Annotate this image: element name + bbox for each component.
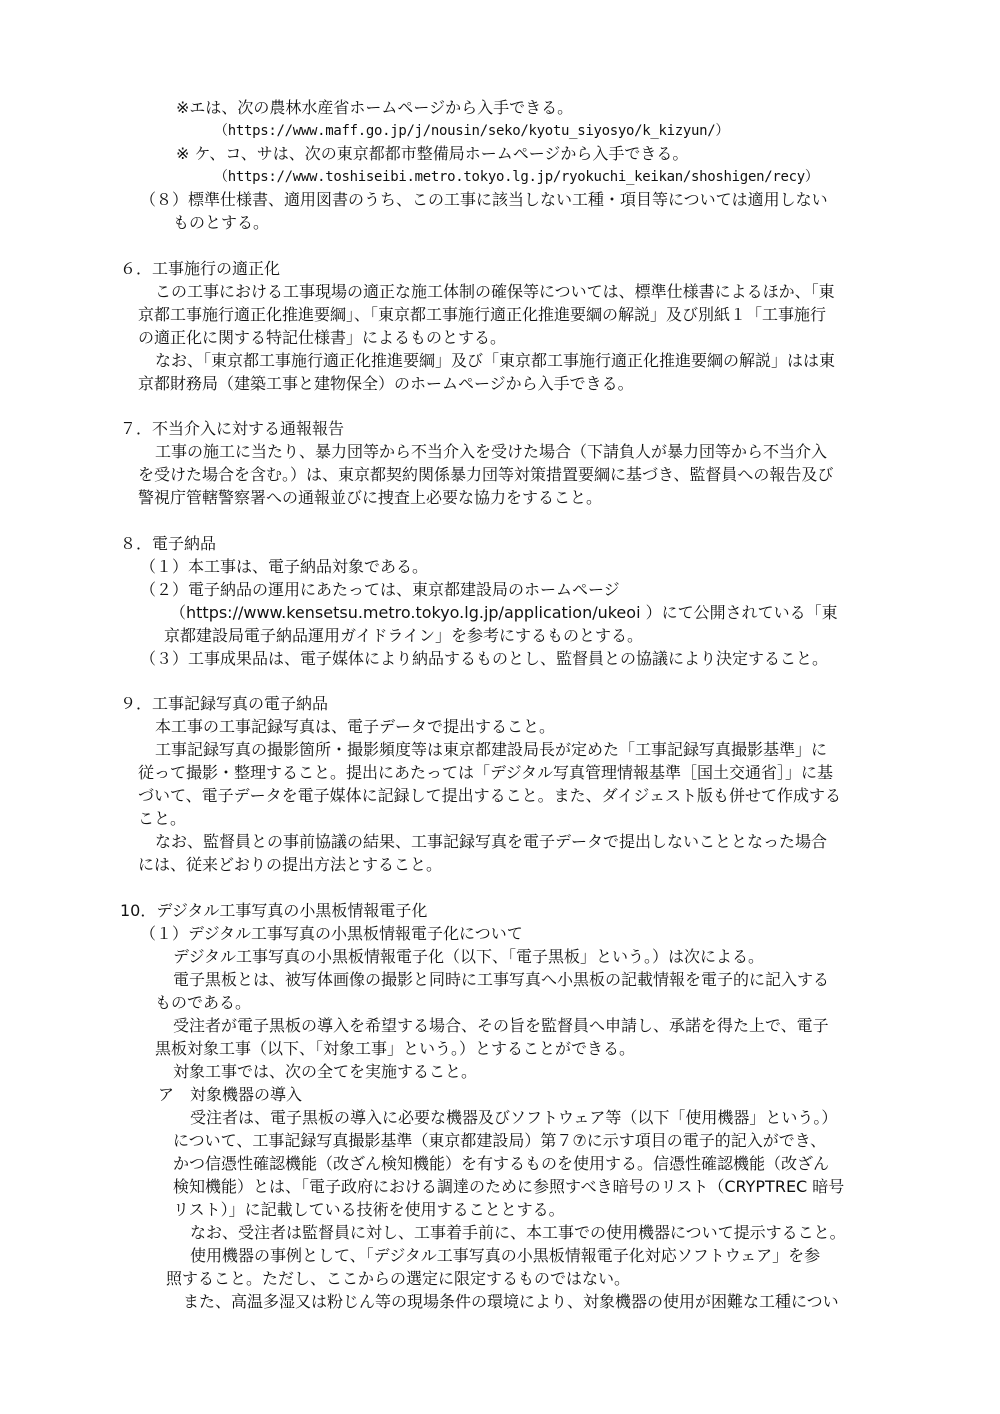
body-line: リスト）」に記載している技術を使用することとする。: [173, 1200, 565, 1219]
section-heading: ６．工事施行の適正化: [120, 259, 281, 278]
url-line: （https://www.maff.go.jp/j/nousin/seko/kyotu_siyosyo/k_kizyun/）: [214, 123, 730, 139]
body-line: かつ信憑性確認機能（改ざん検知機能）を有するものを使用する。信憑性確認機能（改ざん: [173, 1154, 830, 1173]
item-line: （８）標準仕様書、適用図書のうち、この工事に該当しない工種・項目等については適用しない: [140, 190, 828, 209]
item-line: （２）電子納品の運用にあたっては、東京都建設局のホームページ: [140, 580, 620, 599]
body-line: づいて、電子データを電子媒体に記録して提出すること。また、ダイジェスト版も併せて作成する: [138, 786, 842, 805]
body-line: 対象工事では、次の全てを実施すること。: [173, 1062, 478, 1081]
body-line: この工事における工事現場の適正な施工体制の確保等については、標準仕様書によるほか、「東: [155, 282, 835, 301]
body-line: 受注者が電子黒板の導入を希望する場合、その旨を監督員へ申請し、承諾を得た上で、電子: [173, 1016, 829, 1035]
body-line: デジタル工事写真の小黒板情報電子化（以下、「電子黒板」という。）は次による。: [173, 947, 765, 966]
section-heading: ８．電子納品: [120, 534, 217, 553]
body-line: の適正化に関する特記仕様書」によるものとする。: [138, 328, 507, 347]
body-line: 京都工事施行適正化推進要綱」、「東京都工事施行適正化推進要綱の解説」及び別紙１「工事施行: [138, 305, 827, 324]
body-line: 本工事の工事記録写真は、電子データで提出すること。: [155, 717, 556, 736]
item-line: （３）工事成果品は、電子媒体により納品するものとし、監督員との協議により決定すること。: [140, 649, 829, 668]
item-line: （１）本工事は、電子納品対象である。: [140, 557, 429, 576]
item-line: （１）デジタル工事写真の小黒板情報電子化について: [140, 924, 523, 943]
body-line: なお、受注者は監督員に対し、工事着手前に、本工事での使用機器について提示すること。: [190, 1223, 846, 1242]
body-line: ものとする。: [173, 213, 270, 232]
body-line: について、工事記録写真撮影基準（東京都建設局）第７⑦に示す項目の電子的記入ができ、: [173, 1131, 827, 1150]
body-line: なお、「東京都工事施行適正化推進要綱」及び「東京都工事施行適正化推進要綱の解説」はは東: [155, 351, 836, 370]
body-line: 黒板対象工事（以下、「対象工事」という。）とすることができる。: [155, 1039, 636, 1058]
body-line: 工事の施工に当たり、暴力団等から不当介入を受けた場合（下請負人が暴力団等から不当介入: [155, 442, 828, 461]
body-line: また、高温多湿又は粉じん等の現場条件の環境により、対象機器の使用が困難な工種につい: [183, 1292, 839, 1311]
section-heading: ７．不当介入に対する通報報告: [120, 419, 345, 438]
body-line: を受けた場合を含む。）は、東京都契約関係暴力団等対策措置要綱に基づき、監督員への報告及び: [138, 465, 834, 484]
url-line: （https://www.toshiseibi.metro.tokyo.lg.jp/ryokuchi_keikan/shoshigen/recy）: [214, 169, 819, 185]
body-line: 電子黒板とは、被写体画像の撮影と同時に工事写真へ小黒板の記載情報を電子的に記入する: [173, 970, 830, 989]
body-line: こと。: [138, 809, 187, 828]
body-line: 使用機器の事例として、「デジタル工事写真の小黒板情報電子化対応ソフトウェア」を参: [190, 1246, 821, 1265]
body-line: 京都財務局（建築工事と建物保全）のホームページから入手できる。: [138, 374, 634, 393]
body-line: ものである。: [155, 993, 252, 1012]
section-heading: 10．デジタル工事写真の小黒板情報電子化: [120, 901, 428, 920]
body-line: 工事記録写真の撮影箇所・撮影頻度等は東京都建設局長が定めた「工事記録写真撮影基準」に: [155, 740, 828, 759]
body-line: 検知機能）とは、「電子政府における調達のために参照すべき暗号のリスト（CRYPTREC 暗号: [173, 1177, 845, 1196]
sub-item-heading: ア 対象機器の導入: [158, 1085, 303, 1104]
body-line: （https://www.kensetsu.metro.tokyo.lg.jp/application/ukeoi ）にて公開されている「東: [170, 603, 838, 622]
body-line: なお、監督員との事前協議の結果、工事記録写真を電子データで提出しないこととなった場合: [155, 832, 828, 851]
body-line: 従って撮影・整理すること。提出にあたっては「デジタル写真管理情報基準［国土交通省］」に基: [138, 763, 834, 782]
note-line: ※エは、次の農林水産省ホームページから入手できる。: [176, 98, 574, 117]
note-line: ※ ケ、コ、サは、次の東京都都市整備局ホームページから入手できる。: [176, 144, 689, 163]
body-line: には、従来どおりの提出方法とすること。: [138, 855, 443, 874]
body-line: 照すること。ただし、ここからの選定に限定するものではない。: [166, 1269, 631, 1288]
body-line: 受注者は、電子黒板の導入に必要な機器及びソフトウェア等（以下「使用機器」という。）: [190, 1108, 838, 1127]
section-heading: ９．工事記録写真の電子納品: [120, 694, 329, 713]
body-line: 京都建設局電子納品運用ガイドライン」を参考にするものとする。: [164, 626, 644, 645]
body-line: 警視庁管轄警察署への通報並びに捜査上必要な協力をすること。: [138, 488, 603, 507]
